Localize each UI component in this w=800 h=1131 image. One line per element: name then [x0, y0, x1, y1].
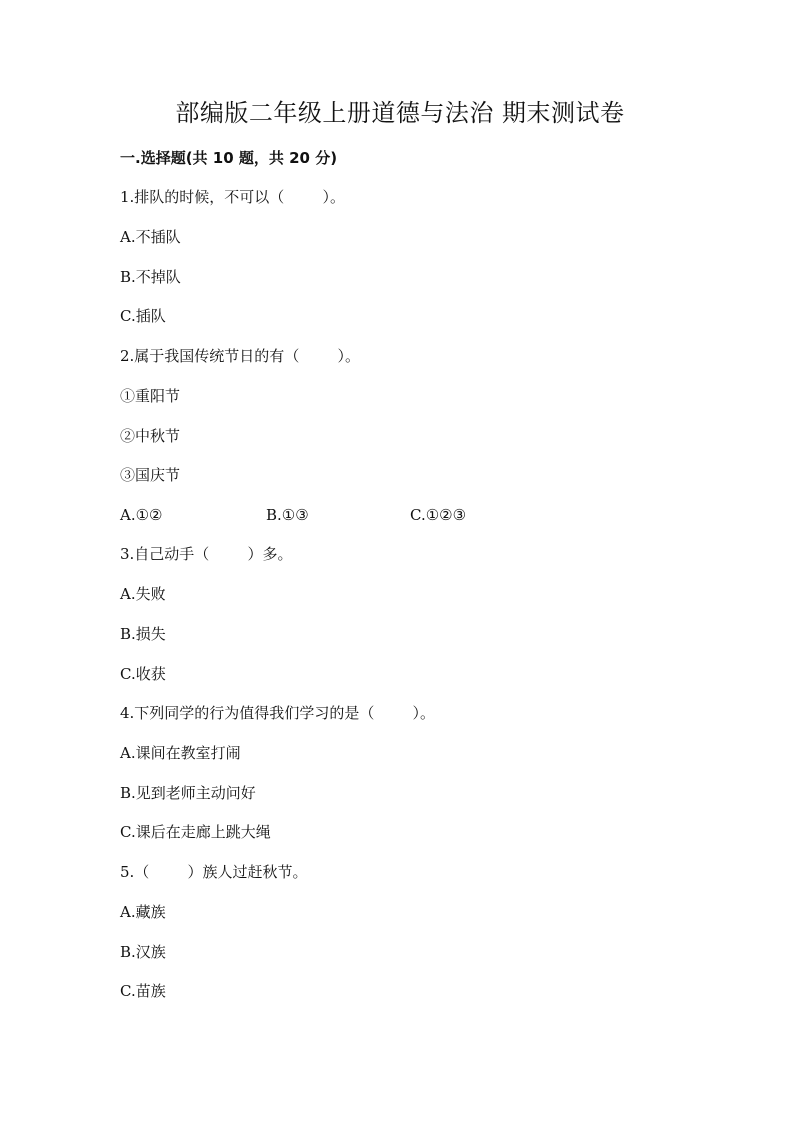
question-5-stem: 5.（ ）族人过赶秋节。 — [120, 863, 308, 881]
question-4-option-b[interactable]: B.见到老师主动问好 — [120, 784, 256, 802]
question-3-option-b[interactable]: B.损失 — [120, 625, 166, 643]
question-2-option-a[interactable]: A.①② — [120, 506, 163, 524]
question-1-option-a[interactable]: A.不插队 — [120, 228, 181, 246]
section-heading: 一.选择题(共 10 题，共 20 分) — [120, 149, 338, 167]
question-2-item-3: ③国庆节 — [120, 466, 181, 484]
exam-title: 部编版二年级上册道德与法治 期末测试卷 — [175, 99, 625, 127]
question-1-option-c[interactable]: C.插队 — [120, 307, 166, 325]
question-2-option-c[interactable]: C.①②③ — [410, 506, 467, 524]
question-3-option-c[interactable]: C.收获 — [120, 665, 166, 683]
question-5-option-c[interactable]: C.苗族 — [120, 982, 166, 1000]
question-1-stem: 1.排队的时候，不可以（ ）。 — [120, 188, 345, 206]
question-5-option-b[interactable]: B.汉族 — [120, 943, 166, 961]
question-2-item-1: ①重阳节 — [120, 387, 181, 405]
question-4-stem: 4.下列同学的行为值得我们学习的是（ ）。 — [120, 704, 435, 722]
question-2-item-2: ②中秋节 — [120, 427, 181, 445]
question-2-stem: 2.属于我国传统节日的有（ ）。 — [120, 347, 360, 365]
question-2-option-b[interactable]: B.①③ — [266, 506, 309, 524]
question-4-option-a[interactable]: A.课间在教室打闹 — [120, 744, 241, 762]
question-3-stem: 3.自己动手（ ）多。 — [120, 545, 293, 563]
question-1-option-b[interactable]: B.不掉队 — [120, 268, 181, 286]
question-3-option-a[interactable]: A.失败 — [120, 585, 166, 603]
question-4-option-c[interactable]: C.课后在走廊上跳大绳 — [120, 823, 271, 841]
question-2-options-row — [120, 504, 520, 526]
question-5-option-a[interactable]: A.藏族 — [120, 903, 166, 921]
